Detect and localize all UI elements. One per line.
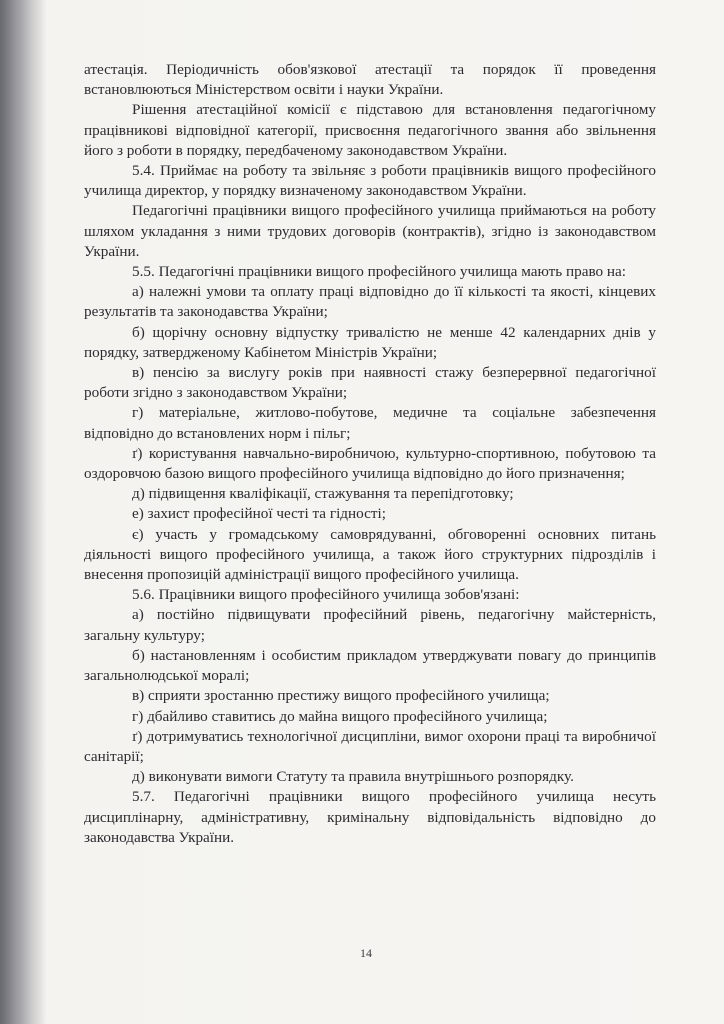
paragraph-attestation-period: атестація. Періодичність обов'язкової атестації та порядок її проведення встановлюються Міністерством освіти і науки України. bbox=[84, 61, 656, 99]
list-item-rights-b: б) щорічну основну відпустку тривалістю не менше 42 календарних днів у порядку, затвердженому Кабінетом Міністрів України; bbox=[84, 323, 656, 361]
paragraph-5-6: 5.6. Працівники вищого професійного училища зобов'язані: bbox=[132, 586, 520, 604]
list-item-duties-b: б) настановленням і особистим прикладом утверджувати повагу до принципів загальнолюдської моралі; bbox=[84, 646, 656, 685]
paragraph-5-4: 5.4. Приймає на роботу та звільняє з роботи працівників вищого професійного училища директор, у порядку визначеному законодавством України. bbox=[84, 162, 656, 200]
document-body bbox=[84, 60, 656, 848]
list-item-rights-h: г) матеріальне, житлово-побутове, медичне та соціальне забезпечення відповідно до встановлених норм і пільг; bbox=[84, 404, 656, 442]
list-item-duties-h: г) дбайливо ставитись до майна вищого професійного училища; bbox=[132, 707, 548, 725]
paragraph-5-5: 5.5. Педагогічні працівники вищого професійного училища мають право на: bbox=[132, 263, 626, 281]
list-item-rights-e: е) захист професійної честі та гідності; bbox=[132, 505, 386, 523]
page-number: 14 bbox=[360, 946, 372, 960]
list-item-duties-a: а) постійно підвищувати професійний рівень, педагогічну майстерність, загальну культуру; bbox=[84, 606, 656, 644]
binding-shadow bbox=[0, 0, 46, 1024]
list-item-rights-a: а) належні умови та оплату праці відповідно до її кількості та якості, кінцевих результатів та законодавства України; bbox=[84, 283, 656, 321]
list-item-rights-d: д) підвищення кваліфікації, стажування та перепідготовку; bbox=[132, 485, 514, 503]
list-item-duties-g: ґ) дотримуватись технологічної дисципліни, вимог охорони праці та виробничої санітарії; bbox=[84, 727, 656, 765]
list-item-rights-ye: є) участь у громадському самоврядуванні, обговоренні основних питань діяльності вищого професійного училища, а також його структурних підрозділів і внесення пропозицій адміністрації вищого професійного училища. bbox=[84, 525, 656, 584]
paragraph-attestation-decision: Рішення атестаційної комісії є підставою для встановлення педагогічному працівникові відповідної категорії, присвоєння педагогічного звання або звільнення його з роботи в порядку, передбаченому законодавством України. bbox=[84, 101, 656, 159]
paragraph-5-7: 5.7. Педагогічні працівники вищого професійного училища несуть дисциплінарну, адміністративну, кримінальну відповідальність відповідно до законодавства України. bbox=[84, 788, 656, 846]
list-item-duties-v: в) сприяти зростанню престижу вищого професійного училища; bbox=[132, 687, 550, 705]
list-item-rights-v: в) пенсію за вислугу років при наявності стажу безперервної педагогічної роботи згідно з законодавством України; bbox=[84, 364, 656, 402]
paragraph-employment-contracts: Педагогічні працівники вищого професійного училища приймаються на роботу шляхом укладання з ними трудових договорів (контрактів), згідно із законодавством України. bbox=[84, 202, 656, 260]
list-item-duties-d: д) виконувати вимоги Статуту та правила внутрішнього розпорядку. bbox=[132, 768, 574, 786]
list-item-rights-g: ґ) користування навчально-виробничою, культурно-спортивною, побутовою та оздоровчою базою вищого професійного училища відповідно до його призначення; bbox=[84, 444, 656, 483]
